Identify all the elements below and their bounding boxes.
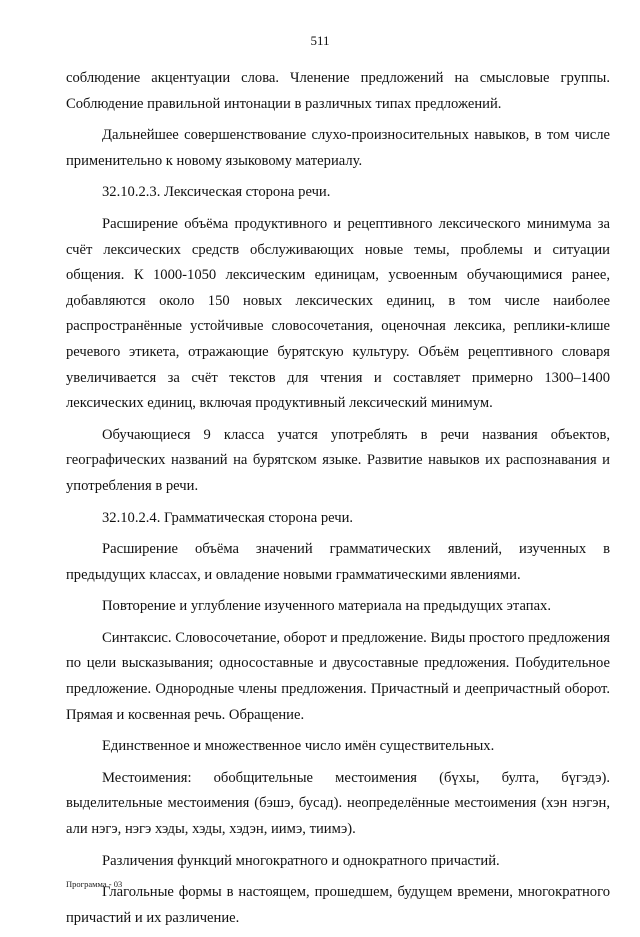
- paragraph: Обучающиеся 9 класса учатся употреблять в речи названия объектов, географических названий на бурятском языке. Развитие навыков их распознавания и употребления в речи.: [66, 426, 610, 494]
- footer-label: Программа - 03: [66, 879, 123, 889]
- section-heading-grammar: 32.10.2.4. Грамматическая сторона речи.: [102, 509, 354, 526]
- paragraph: Расширение объёма продуктивного и рецептивного лексического минимума за счёт лексических средств обслуживающих новые темы, проблемы и ситуации общения. К 1000-1050 лексическим единицам, усвоенным обучающимися ранее, добавляются около 150 новых лексических единиц, в том числе наиболее распространённые устойчивые словосочетания, оценочная лексика, реплики-клише речевого этикета, отражающие бурятскую культуру. Объём рецептивного словаря увеличивается за счёт текстов для чтения и составляет примерно 1300–1400 лексических единиц, включая продуктивный лексический минимум.: [66, 215, 610, 412]
- paragraph: Местоимения: обобщительные местоимения (бүхы, булта, бүгэдэ). выделительные местоимения (бэшэ, бусад). неопределённые местоимения (хэн нэгэн, али нэгэ, нэгэ хэды, хэды, хэдэн, иимэ, тиимэ).: [66, 769, 610, 838]
- paragraph: Расширение объёма значений грамматических явлений, изученных в предыдущих классах, и овладение новыми грамматическими явлениями.: [66, 541, 610, 583]
- paragraph: Единственное и множественное число имён существительных.: [102, 738, 495, 755]
- page-number: 511: [310, 33, 330, 48]
- paragraph: Глагольные формы в настоящем, прошедшем, будущем времени, многократного причастий и их различение.: [66, 884, 610, 926]
- section-heading-lexical: 32.10.2.3. Лексическая сторона речи.: [102, 184, 331, 201]
- paragraph: Повторение и углубление изученного материала на предыдущих этапах.: [102, 598, 552, 615]
- document-body: [66, 66, 610, 937]
- paragraph: Дальнейшее совершенствование слухо-произносительных навыков, в том числе применительно к новому языковому материалу.: [66, 127, 610, 169]
- paragraph: Различения функций многократного и однократного причастий.: [102, 852, 500, 869]
- paragraph: Синтаксис. Словосочетание, оборот и предложение. Виды простого предложения по цели высказывания; односоставные и двусоставные предложения. Побудительное предложение. Однородные члены предложения. Причастный и деепричастный оборот. Прямая и косвенная речь. Обращение.: [66, 629, 610, 723]
- paragraph: соблюдение акцентуации слова. Членение предложений на смысловые группы. Соблюдение правильной интонации в различных типах предложений.: [66, 70, 610, 112]
